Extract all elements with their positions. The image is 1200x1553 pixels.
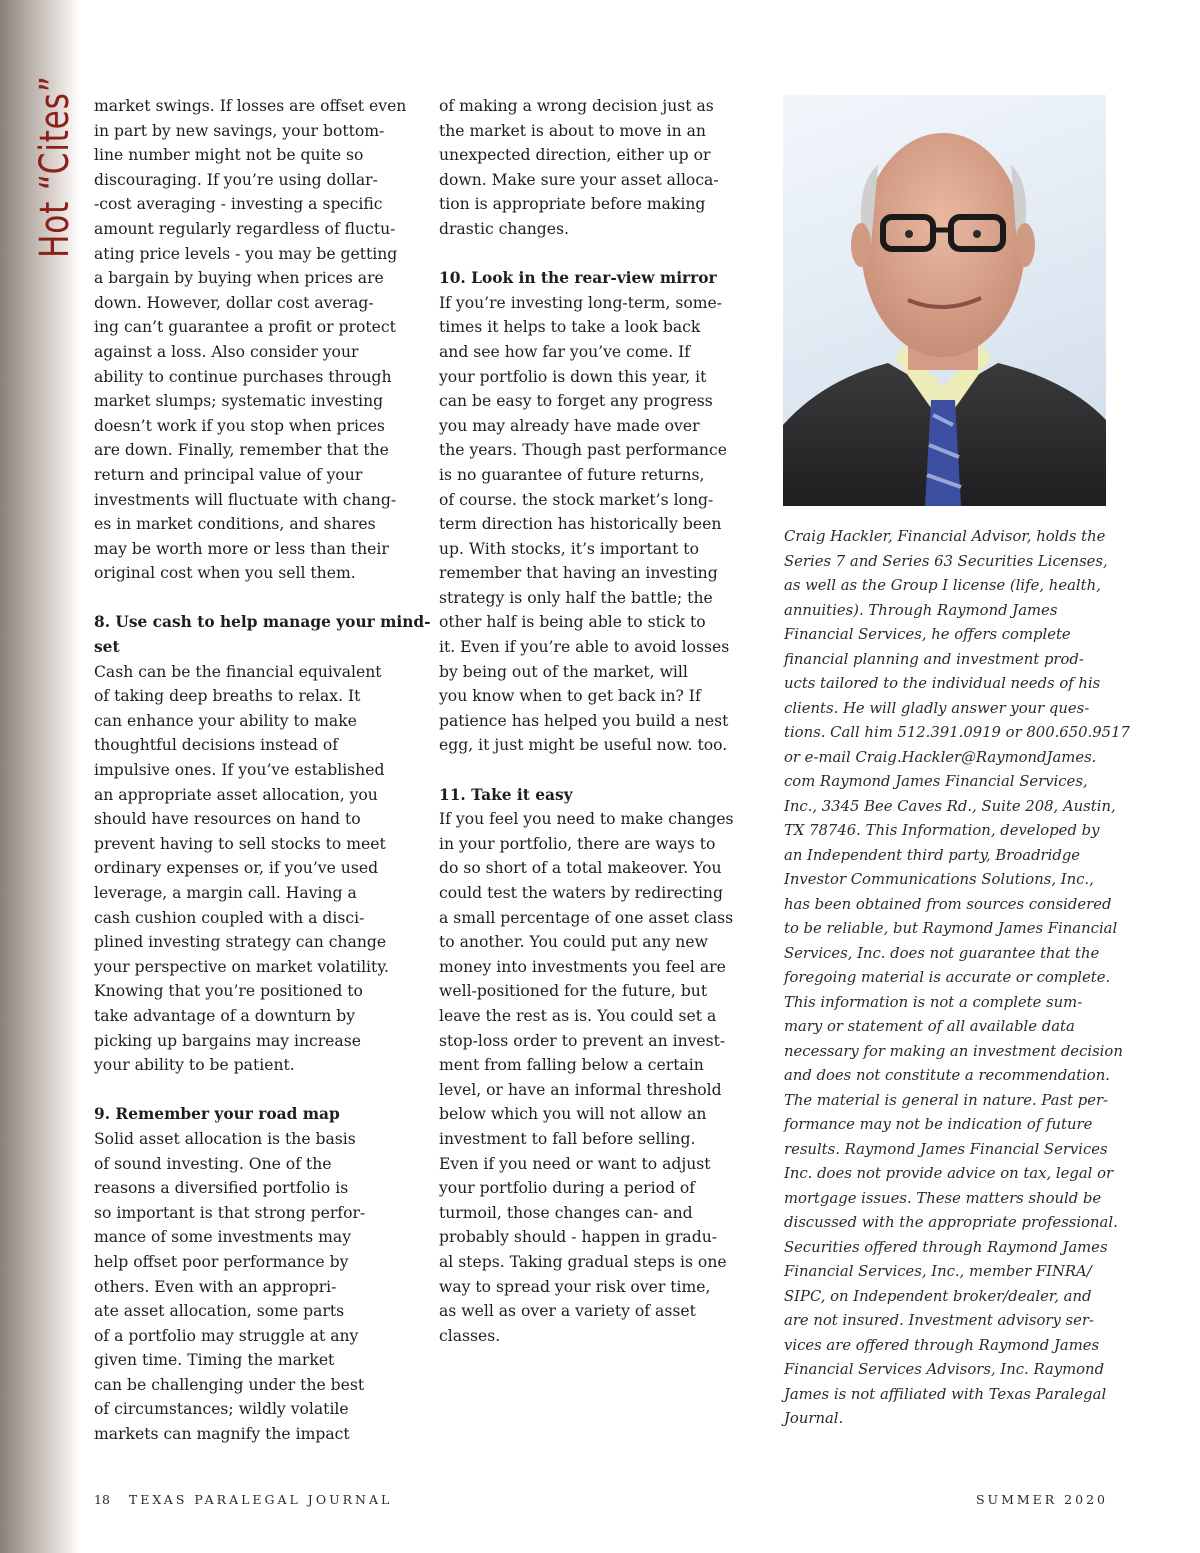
text-line: ate asset allocation, some parts (94, 1302, 345, 1321)
text-line: others. Even with an appropri- (94, 1277, 337, 1296)
section-9-heading: 9. Remember your road map (94, 1105, 340, 1124)
text-line: your portfolio during a period of (439, 1179, 696, 1198)
text-line: clients. He will gladly answer your ques- (784, 699, 1090, 717)
text-line: Investor Communications Solutions, Inc., (784, 871, 1094, 888)
text-line: may be worth more or less than their (94, 539, 389, 558)
text-line: Knowing that you’re positioned to (94, 982, 363, 1001)
text-line: Cash can be the financial equivalent (94, 662, 382, 681)
text-line: egg, it just might be useful now. too. (439, 736, 728, 755)
text-line: formance may not be indication of future (784, 1116, 1093, 1133)
text-line: ment from falling below a certain (439, 1056, 704, 1075)
text-line: well-positioned for the future, but (439, 982, 708, 1001)
text-line: thoughtful decisions instead of (94, 736, 339, 755)
text-line: should have resources on hand to (94, 810, 361, 829)
text-line: ing can’t guarantee a profit or protect (94, 318, 396, 337)
section-8-body (94, 660, 420, 1078)
section-10-heading: 10. Look in the rear-view mirror (439, 269, 717, 288)
text-line: foregoing material is accurate or complete. (784, 969, 1111, 986)
text-line: way to spread your risk over time, (439, 1277, 711, 1296)
text-line: leverage, a margin call. Having a (94, 884, 357, 902)
text-line: doesn’t work if you stop when prices (94, 416, 385, 435)
text-line: level, or have an informal threshold (439, 1080, 722, 1099)
text-line: you may already have made over (439, 416, 700, 435)
text-line: can be easy to forget any progress (439, 392, 713, 411)
text-line: If you’re investing long-term, some- (439, 293, 723, 312)
text-line: drastic changes. (439, 219, 569, 238)
text-line: down. Make sure your asset alloca- (439, 170, 719, 189)
text-line: original cost when you sell them. (94, 564, 356, 583)
text-line: or e-mail Craig.Hackler@RaymondJames. (784, 748, 1097, 766)
text-line: an Independent third party, Broadridge (784, 846, 1081, 864)
text-line: market slumps; systematic investing (94, 392, 384, 411)
text-line: to another. You could put any new (439, 933, 708, 952)
publication-name: TEXAS PARALEGAL JOURNAL (128, 1492, 393, 1507)
text-line: a bargain by buying when prices are (94, 269, 384, 288)
text-line: discouraging. If you’re using dollar- (94, 170, 378, 189)
text-line: are down. Finally, remember that the (94, 441, 389, 460)
footer-issue: SUMMER 2020 (975, 1492, 1108, 1507)
text-line: in your portfolio, there are ways to (439, 834, 716, 853)
text-line: necessary for making an investment decision (784, 1042, 1123, 1060)
text-line: term direction has historically been (439, 515, 722, 534)
text-line: ating price levels - you may be getting (94, 244, 398, 263)
text-line: return and principal value of your (94, 465, 363, 484)
text-line: ordinary expenses or, if you’ve used (94, 859, 379, 878)
text-line: 8. Use cash to help manage your mind- (94, 613, 431, 632)
text-line: money into investments you feel are (439, 957, 726, 976)
text-line: can enhance your ability to make (94, 711, 357, 730)
text-line: your portfolio is down this year, it (439, 367, 707, 386)
text-line: es in market conditions, and shares (94, 515, 376, 534)
text-line: patience has helped you build a nest (439, 711, 729, 730)
text-line: of a portfolio may struggle at any (94, 1326, 359, 1345)
text-line: stop-loss order to prevent an invest- (439, 1031, 726, 1050)
text-line: times it helps to take a look back (439, 318, 701, 337)
text-line: help offset poor performance by (94, 1252, 349, 1271)
text-line: your ability to be patient. (94, 1056, 295, 1075)
text-line: Inc., 3345 Bee Caves Rd., Suite 208, Austin, (784, 797, 1116, 815)
text-line: Inc. does not provide advice on tax, legal or (784, 1165, 1114, 1182)
section-8-heading (94, 610, 431, 659)
text-line: investment to fall before selling. (439, 1129, 696, 1148)
text-line: prevent having to sell stocks to meet (94, 834, 386, 853)
text-line: to be reliable, but Raymond James Financial (784, 920, 1118, 937)
text-line: Financial Services Advisors, Inc. Raymond (784, 1361, 1105, 1378)
text-line: mortgage issues. These matters should be (784, 1189, 1102, 1207)
section-11-heading: 11. Take it easy (439, 785, 573, 804)
text-line: up. With stocks, it’s important to (439, 539, 699, 558)
text-line: If you feel you need to make changes (439, 810, 734, 829)
text-line: do so short of a total makeover. You (439, 859, 722, 878)
footer-publication (94, 1492, 392, 1507)
article-column-1 (94, 94, 431, 1447)
text-line: picking up bargains may increase (94, 1031, 361, 1050)
text-line: discussed with the appropriate professional. (784, 1214, 1118, 1231)
column1-intro (94, 94, 420, 586)
text-line: cash cushion coupled with a disci- (94, 908, 365, 927)
text-line: Craig Hackler, Financial Advisor, holds the (784, 528, 1106, 545)
text-line: in part by new savings, your bottom- (94, 121, 385, 140)
text-line: reasons a diversified portfolio is (94, 1179, 349, 1198)
text-line: Series 7 and Series 63 Securities Licenses, (784, 552, 1108, 570)
text-line: Solid asset allocation is the basis (94, 1129, 356, 1148)
text-line: can be challenging under the best (94, 1375, 365, 1394)
text-line: has been obtained from sources considered (784, 895, 1112, 913)
text-line: set (94, 638, 120, 657)
text-line: take advantage of a downturn by (94, 1006, 356, 1025)
text-line: of course. the stock market’s long- (439, 490, 714, 509)
text-line: impulsive ones. If you’ve established (94, 761, 385, 780)
advisor-portrait-illustration (783, 95, 1106, 506)
text-line: Financial Services, Inc., member FINRA/ (784, 1263, 1092, 1280)
text-line: of circumstances; wildly volatile (94, 1400, 349, 1419)
text-line: and see how far you’ve come. If (439, 342, 691, 361)
text-line: of making a wrong decision just as (439, 97, 714, 115)
text-line: Services, Inc. does not guarantee that the (784, 944, 1100, 962)
text-line: vices are offered through Raymond James (784, 1336, 1100, 1354)
text-line: ucts tailored to the individual needs of his (784, 675, 1101, 692)
text-line: you know when to get back in? If (439, 687, 701, 706)
text-line: and does not constitute a recommendation. (784, 1067, 1110, 1084)
text-line: as well as the Group I license (life, health, (784, 577, 1101, 594)
text-line: the years. Though past performance (439, 441, 727, 460)
text-line: Securities offered through Raymond James (784, 1238, 1108, 1256)
text-line: line number might not be quite so (94, 146, 364, 165)
text-line: by being out of the market, will (439, 662, 688, 681)
advisor-photo (783, 95, 1106, 506)
text-line: Journal. (784, 1410, 844, 1427)
text-line: a small percentage of one asset class (439, 908, 734, 927)
text-line: annuities). Through Raymond James (784, 601, 1058, 619)
text-line: The material is general in nature. Past per- (784, 1091, 1109, 1109)
text-line: given time. Timing the market (94, 1351, 335, 1370)
text-line: so important is that strong perfor- (94, 1203, 366, 1222)
text-line: could test the waters by redirecting (439, 884, 723, 902)
text-line: amount regularly regardless of fluctu- (94, 219, 396, 238)
text-line: remember that having an investing (439, 564, 718, 583)
text-line: as well as over a variety of asset (439, 1302, 696, 1321)
text-line: markets can magnify the impact (94, 1425, 350, 1444)
text-line: al steps. Taking gradual steps is one (439, 1252, 727, 1271)
section-title: Hot “Cites” (32, 75, 78, 259)
text-line: other half is being able to stick to (439, 613, 706, 632)
text-line: an appropriate asset allocation, you (94, 785, 378, 804)
text-line: mance of some investments may (94, 1228, 352, 1247)
text-line: TX 78746. This Information, developed by (784, 822, 1100, 839)
section-11-body (439, 807, 751, 1348)
text-line: are not insured. Investment advisory ser- (784, 1312, 1094, 1329)
text-line: it. Even if you’re able to avoid losses (439, 638, 730, 657)
text-line: the market is about to move in an (439, 121, 706, 140)
text-line: financial planning and investment prod- (784, 650, 1084, 668)
text-line: SIPC, on Independent broker/dealer, and (784, 1287, 1092, 1305)
text-line: market swings. If losses are offset even (94, 97, 407, 115)
text-line: classes. (439, 1326, 501, 1345)
text-line: down. However, dollar cost averag- (94, 293, 374, 312)
text-line: Financial Services, he offers complete (784, 626, 1071, 643)
text-line: This information is not a complete sum- (784, 993, 1083, 1011)
text-line: turmoil, those changes can- and (439, 1203, 693, 1222)
text-line: is no guarantee of future returns, (439, 465, 705, 484)
text-line: your perspective on market volatility. (94, 957, 390, 976)
text-line: below which you will not allow an (439, 1105, 707, 1124)
text-line: of sound investing. One of the (94, 1154, 332, 1173)
text-line: probably should - happen in gradu- (439, 1228, 718, 1247)
text-line: unexpected direction, either up or (439, 146, 711, 165)
text-line: James is not affiliated with Texas Paralegal (784, 1385, 1107, 1403)
advisor-caption (784, 525, 1130, 1432)
text-line: tions. Call him 512.391.0919 or 800.650.9517 (784, 724, 1130, 741)
text-line: ability to continue purchases through (94, 367, 392, 386)
text-line: results. Raymond James Financial Services (784, 1140, 1108, 1158)
page-number: 18 (94, 1492, 110, 1507)
section-10-body (439, 291, 751, 758)
text-line: Even if you need or want to adjust (439, 1154, 711, 1173)
text-line: against a loss. Also consider your (94, 342, 359, 361)
text-line: plined investing strategy can change (94, 933, 387, 952)
column2-intro (439, 94, 751, 242)
section-9-body (94, 1127, 420, 1447)
article-column-2 (439, 94, 751, 1348)
text-line: leave the rest as is. You could set a (439, 1006, 717, 1025)
text-line: investments will fluctuate with chang- (94, 490, 397, 509)
text-line: com Raymond James Financial Services, (784, 773, 1088, 790)
text-line: mary or statement of all available data (784, 1018, 1075, 1035)
text-line: of taking deep breaths to relax. It (94, 687, 361, 706)
text-line: strategy is only half the battle; the (439, 588, 713, 607)
text-line: tion is appropriate before making (439, 195, 706, 214)
text-line: -cost averaging - investing a specific (94, 195, 383, 214)
